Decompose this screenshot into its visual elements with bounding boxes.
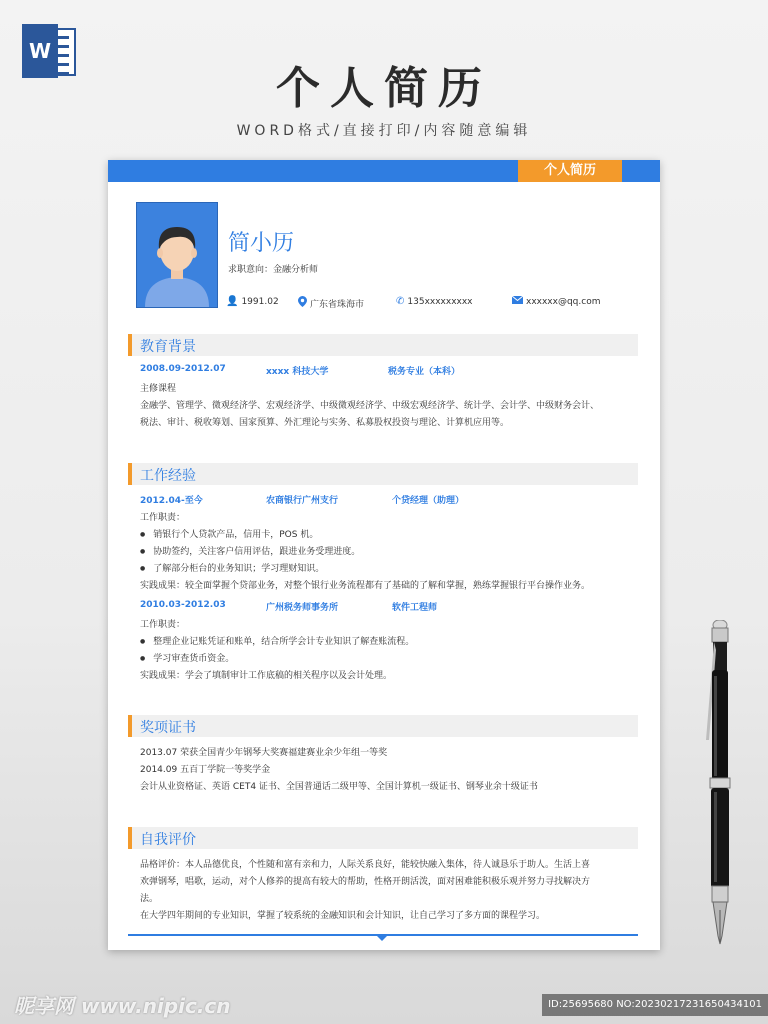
location-value: 广东省珠海市 [310,299,365,310]
section-education [128,334,638,356]
job-company: 农商银行广州支行 [266,496,339,506]
job-duty-item: ● 销银行个人贷款产品，信用卡，POS 机。 [140,527,318,540]
job-duty-item: ● 协助签约，关注客户信用评估，跟进业务受理进度。 [140,544,360,557]
word-logo-letter: W [22,24,58,78]
job-duty-label: 工作职责： [140,620,186,630]
job-period: 2012.04-至今 [140,496,203,506]
avatar [136,202,218,308]
job-title: 个贷经理（助理） [392,496,465,506]
job-result: 实践成果：学会了填制审计工作底稿的相关程序以及会计处理。 [140,671,393,681]
phone-icon: ✆ [396,296,405,307]
award-line: 会计从业资格证、英语 CET4 证书、全国普通话二级甲等、全国计算机一级证书、钢琴业余十级证书 [140,782,538,792]
resume-tag: 个人简历 [518,160,622,182]
bottom-arrow [376,935,388,941]
contact-phone [396,296,473,307]
location-pin-icon [298,296,307,310]
self-eval-line: 品格评价：本人品德优良，个性随和富有亲和力，人际关系良好，能较快融入集体，待人诚恳乐于助人。生活上喜 [140,860,591,870]
phone-value: 135xxxxxxxxx [407,296,473,307]
page-subtitle: WORD格式/直接打印/内容随意编辑 [236,123,532,139]
image-id-watermark: ID:25695680 NO:20230217231650434101 [542,994,768,1016]
edu-courses-label: 主修课程 [140,384,177,394]
edu-courses-line: 金融学、管理学、微观经济学、宏观经济学、中级微观经济学、中级宏观经济学、统计学、会计学、中级财务会计、 [140,401,600,411]
contact-location [298,296,364,310]
edu-courses-line: 税法、审计、税收筹划、国家预算、外汇理论与实务、私募股权投资与理论、计算机应用等。 [140,418,510,428]
candidate-name: 简小历 [228,231,295,256]
person-icon: 👤 [226,296,239,307]
job-result: 实践成果：较全面掌握个贷部业务，对整个银行业务流程都有了基础的了解和掌握，熟练掌握银行平台操作业务。 [140,581,591,591]
job-period: 2010.03-2012.03 [140,600,226,610]
job-title: 软件工程师 [392,603,438,613]
self-eval-line: 在大学四年期间的专业知识，掌握了较系统的金融知识和会计知识，让自己学习了多方面的课程学习。 [140,911,546,921]
edu-major: 税务专业（本科） [388,367,461,377]
job-duty-item: ● 学习审查货币资金。 [140,651,234,664]
email-value: xxxxxx@qq.com [526,296,601,307]
contact-email [512,296,600,307]
section-title: 工作经验 [140,468,196,484]
section-title: 奖项证书 [140,720,196,736]
award-line: 2013.07 荣获全国青少年钢琴大奖赛福建赛业余少年组一等奖 [140,748,388,758]
job-company: 广州税务师事务所 [266,603,339,613]
award-line: 2014.09 五百丁学院一等奖学金 [140,765,271,775]
contact-birth [226,296,279,307]
section-self-eval [128,827,638,849]
edu-period: 2008.09-2012.07 [140,364,226,374]
section-work [128,463,638,485]
self-eval-line: 欢弹钢琴，唱歌，运动，对个人修养的提高有较大的帮助，性格开朗活泼，面对困难能积极乐观并努力寻找解决方 [140,877,591,887]
page-title: 个人简历 [276,63,492,114]
birth-value: 1991.02 [241,296,279,307]
job-duty-item: ● 整理企业记账凭证和账单，结合所学会计专业知识了解查账流程。 [140,634,414,647]
pen-icon [700,620,740,950]
resume-sheet [108,160,660,950]
job-duty-item: ● 了解部分柜台的业务知识；学习理财知识。 [140,561,324,574]
job-duty-label: 工作职责： [140,513,186,523]
site-watermark: 昵享网 www.nipic.cn [14,994,231,1018]
job-intent: 求职意向：金融分析师 [228,265,319,275]
self-eval-line: 法。 [140,894,159,904]
section-title: 自我评价 [140,832,196,848]
section-awards [128,715,638,737]
mail-icon [512,296,523,307]
edu-school: xxxx 科技大学 [266,367,329,377]
section-title: 教育背景 [140,339,196,355]
